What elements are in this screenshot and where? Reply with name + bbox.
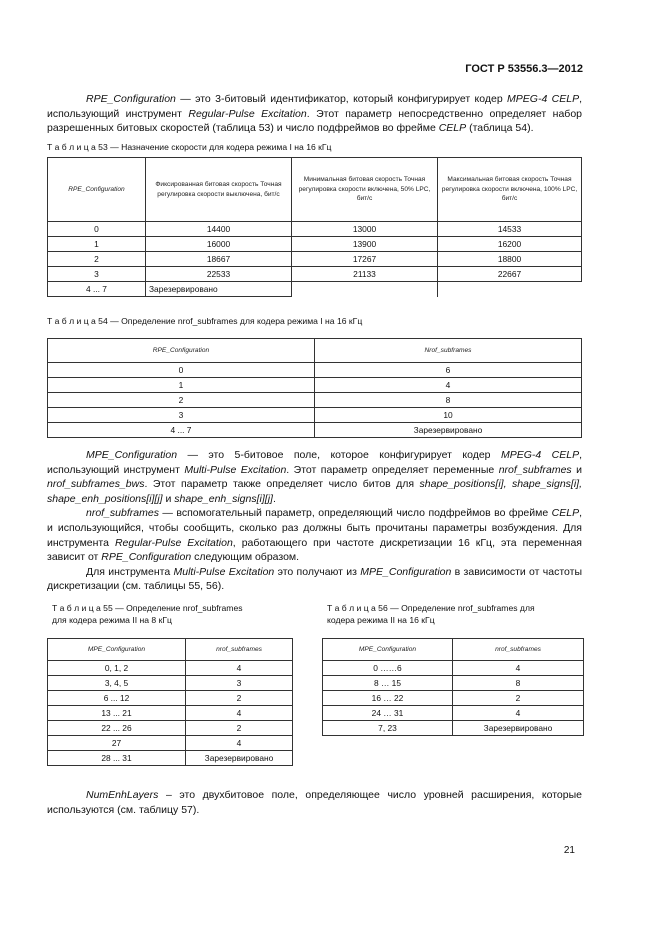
table-cell: 3: [186, 676, 293, 691]
table-row: [48, 721, 293, 736]
table-cell: 22667: [438, 267, 582, 282]
text-span: , использующий инструмент: [47, 93, 582, 120]
table-cell: 14400: [146, 222, 292, 237]
table-cell: 0, 1, 2: [48, 661, 186, 676]
table-cell: 2: [186, 691, 293, 706]
table-cell: 2: [453, 691, 584, 706]
table-cell-empty: [292, 282, 438, 297]
table-cell: 1: [48, 237, 146, 252]
paragraph-num-enh-layers: [47, 788, 582, 817]
table-cell: 18800: [438, 252, 582, 267]
text-span: следующим образом.: [191, 551, 300, 564]
header-text: MPE_Configuration: [358, 645, 417, 653]
table-cell: 4 ... 7: [48, 423, 315, 438]
table-54-caption: Т а б л и ц а 54 — Определение nrof_subframes для кодера режима I на 16 кГц: [47, 316, 363, 326]
table-cell: 0 ……6: [323, 661, 453, 676]
table-cell: Зарезервировано: [315, 423, 582, 438]
table-row: [48, 676, 293, 691]
text-span: — это 5-битовое поле, которое конфигурирует кодер: [177, 449, 501, 461]
table-53: [47, 157, 582, 297]
table-cell: 6: [315, 363, 582, 378]
table-cell: 8: [453, 676, 584, 691]
table-56-header: [453, 639, 584, 661]
table-56-header-row: [323, 639, 584, 661]
table-cell: 2: [48, 393, 315, 408]
term-italic: nrof_subframes: [86, 507, 159, 520]
table-cell: Зарезервировано: [453, 721, 584, 736]
table-row: [48, 706, 293, 721]
table-row: [48, 267, 582, 282]
term-italic: NumEnhLayers: [86, 789, 159, 801]
table-cell: Зарезервировано: [186, 751, 293, 766]
table-cell: 4: [453, 706, 584, 721]
table-55-header-row: [48, 639, 293, 661]
header-text: RPE_Configuration: [152, 346, 210, 354]
table-cell: 0: [48, 363, 315, 378]
caption-line: кодера режима II на 16 кГц: [327, 615, 435, 625]
term-italic: nrof_subframes_bws: [47, 478, 145, 491]
table-cell: 3: [48, 408, 315, 423]
table-row: [48, 408, 582, 423]
table-cell: 4: [453, 661, 584, 676]
table-53-caption: Т а б л и ц а 53 — Назначение скорости для кодера режима I на 16 кГц: [47, 142, 332, 152]
table-cell: 14533: [438, 222, 582, 237]
term-italic: Multi-Pulse Excitation: [184, 463, 287, 476]
term-italic: MPEG-4 CELP: [500, 449, 580, 461]
table-cell: 4: [186, 706, 293, 721]
term-mpe-configuration: MPE_Configuration: [86, 449, 178, 461]
table-cell: 16200: [438, 237, 582, 252]
table-cell: 16000: [146, 237, 292, 252]
table-cell: 13 ... 21: [48, 706, 186, 721]
paragraph-rpe-configuration: [47, 92, 582, 136]
table-55-header: [48, 639, 186, 661]
table-cell: 13000: [292, 222, 438, 237]
term-italic: MPE_Configuration: [360, 565, 452, 578]
table-55: [47, 638, 293, 766]
text-span: . Этот параметр непосредственно определяет набор разрешенных битовых скоростей (таблица 53) и число подфреймов во фрейме: [47, 107, 582, 135]
table-cell: 22 ... 26: [48, 721, 186, 736]
table-cell: 2: [186, 721, 293, 736]
text-span: , работающего при частоте дискретизации 16 кГц, эта переменная зависит от: [47, 536, 582, 564]
term-celp: CELP: [438, 122, 467, 135]
table-54: [47, 338, 582, 438]
table-cell: 8: [315, 393, 582, 408]
table-row-reserved: [48, 282, 582, 297]
table-cell: 4 ... 7: [48, 282, 146, 297]
text-span: – это двухбитовое поле, определяющее число уровней расширения, которые используются (см. таблицу 57).: [47, 789, 582, 816]
paragraph-mpe-configuration: [47, 448, 582, 506]
term-italic: RPE_Configuration: [101, 551, 192, 564]
text-span: . Этот параметр также определяет число битов для: [144, 478, 420, 491]
table-row: [48, 661, 293, 676]
table-row: [323, 706, 584, 721]
table-54-header: [48, 339, 315, 363]
table-cell: 10: [315, 408, 582, 423]
term-italic: Regular-Pulse Excitation: [114, 536, 233, 549]
header-text: RPE_Configuration: [68, 185, 125, 193]
table-cell: 3, 4, 5: [48, 676, 186, 691]
caption-line: для кодера режима II на 8 кГц: [52, 615, 172, 625]
table-cell: 4: [186, 661, 293, 676]
caption-line: Т а б л и ц а 55 — Определение nrof_subframes: [52, 603, 243, 613]
caption-line: Т а б л и ц а 56 — Определение nrof_subframes для: [327, 603, 535, 613]
table-56-header: [323, 639, 453, 661]
header-text: nrof_subframes: [495, 645, 541, 653]
table-cell: 6 ... 12: [48, 691, 186, 706]
table-53-header: Минимальная битовая скорость Точная регулировка скорости включена, 50% LPC, бит/с: [292, 158, 438, 222]
table-row: [323, 661, 584, 676]
table-cell: 2: [48, 252, 146, 267]
table-row: [48, 751, 293, 766]
page-number: 21: [563, 845, 575, 856]
term-regular-pulse: Regular-Pulse Excitation: [188, 107, 307, 120]
table-cell: 3: [48, 267, 146, 282]
term-italic: nrof_subframes: [498, 463, 572, 476]
header-text: Nrof_subframes: [424, 346, 472, 354]
text-span: — вспомогательный параметр, определяющий число подфреймов во фрейме: [158, 507, 552, 520]
table-row: [48, 237, 582, 252]
text-span: — это 3-битовый идентификатор, который конфигурирует кодер: [175, 93, 508, 105]
term-rpe-configuration: RPE_Configuration: [86, 93, 176, 105]
term-italic: shape_enh_signs[i][j]: [174, 492, 273, 505]
table-56-caption: [327, 602, 535, 626]
table-cell-empty: [438, 282, 582, 297]
term-italic: CELP: [551, 507, 580, 520]
table-55-header: [186, 639, 293, 661]
text-span: .: [272, 492, 276, 505]
table-cell: 4: [315, 378, 582, 393]
table-53-header: Фиксированная битовая скорость Точная регулировка скорости выключена, бит/с: [146, 158, 292, 222]
header-text: MPE_Configuration: [87, 645, 146, 653]
table-cell: 22533: [146, 267, 292, 282]
table-cell: 27: [48, 736, 186, 751]
text-span: Для инструмента: [86, 565, 174, 578]
table-53-header-row: [48, 158, 582, 222]
text-span: и: [162, 492, 175, 505]
table-cell: 0: [48, 222, 146, 237]
table-53-header: [48, 158, 146, 222]
table-row: [48, 363, 582, 378]
table-cell: 4: [186, 736, 293, 751]
table-row: [48, 736, 293, 751]
paragraph-block: [47, 448, 582, 594]
text-span: . Этот параметр определяет переменные: [286, 463, 499, 476]
table-row: [48, 222, 582, 237]
table-row: [48, 691, 293, 706]
table-55-caption: [52, 602, 243, 626]
table-54-header: [315, 339, 582, 363]
table-row: [323, 691, 584, 706]
paragraph-nrof-subframes: [47, 506, 582, 564]
table-row: [48, 252, 582, 267]
text-span: в зависимости от частоты дискретизации (см. таблицы 55, 56).: [47, 565, 582, 593]
table-row: [48, 393, 582, 408]
table-cell: 28 ... 31: [48, 751, 186, 766]
table-cell: 16 … 22: [323, 691, 453, 706]
table-row: [323, 721, 584, 736]
table-cell: 1: [48, 378, 315, 393]
text-span: (таблица 54).: [466, 122, 534, 135]
table-56: [322, 638, 584, 736]
table-cell: 13900: [292, 237, 438, 252]
header-text: nrof_subframes: [216, 645, 262, 653]
document-standard-number: ГОСТ Р 53556.3—2012: [465, 63, 583, 75]
table-cell: Зарезервировано: [146, 282, 292, 297]
table-53-header: Максимальная битовая скорость Точная регулировка скорости включена, 100% LPC, бит/с: [438, 158, 582, 222]
table-cell: 17267: [292, 252, 438, 267]
term-italic: Multi-Pulse Excitation: [173, 565, 275, 578]
table-cell: 7, 23: [323, 721, 453, 736]
paragraph-multi-pulse: [47, 565, 582, 594]
table-54-header-row: [48, 339, 582, 363]
table-cell: 21133: [292, 267, 438, 282]
term-italic: shape_positions[i], shape_signs[i], shape_enh_positions[i][j]: [47, 478, 583, 505]
table-cell: 24 … 31: [323, 706, 453, 721]
table-row: [323, 676, 584, 691]
table-row: [48, 423, 582, 438]
table-cell: 8 … 15: [323, 676, 453, 691]
text-span: и: [571, 463, 582, 476]
text-span: , и использующийся, чтобы сообщить, сколько раз должны быть прочитаны параметры возбуждения. Для инструмента: [47, 507, 582, 549]
term-mpeg4-celp: MPEG-4 CELP: [507, 93, 580, 105]
text-span: , использующий инструмент: [47, 449, 582, 476]
text-span: это получают из: [274, 565, 361, 578]
table-row: [48, 378, 582, 393]
table-cell: 18667: [146, 252, 292, 267]
